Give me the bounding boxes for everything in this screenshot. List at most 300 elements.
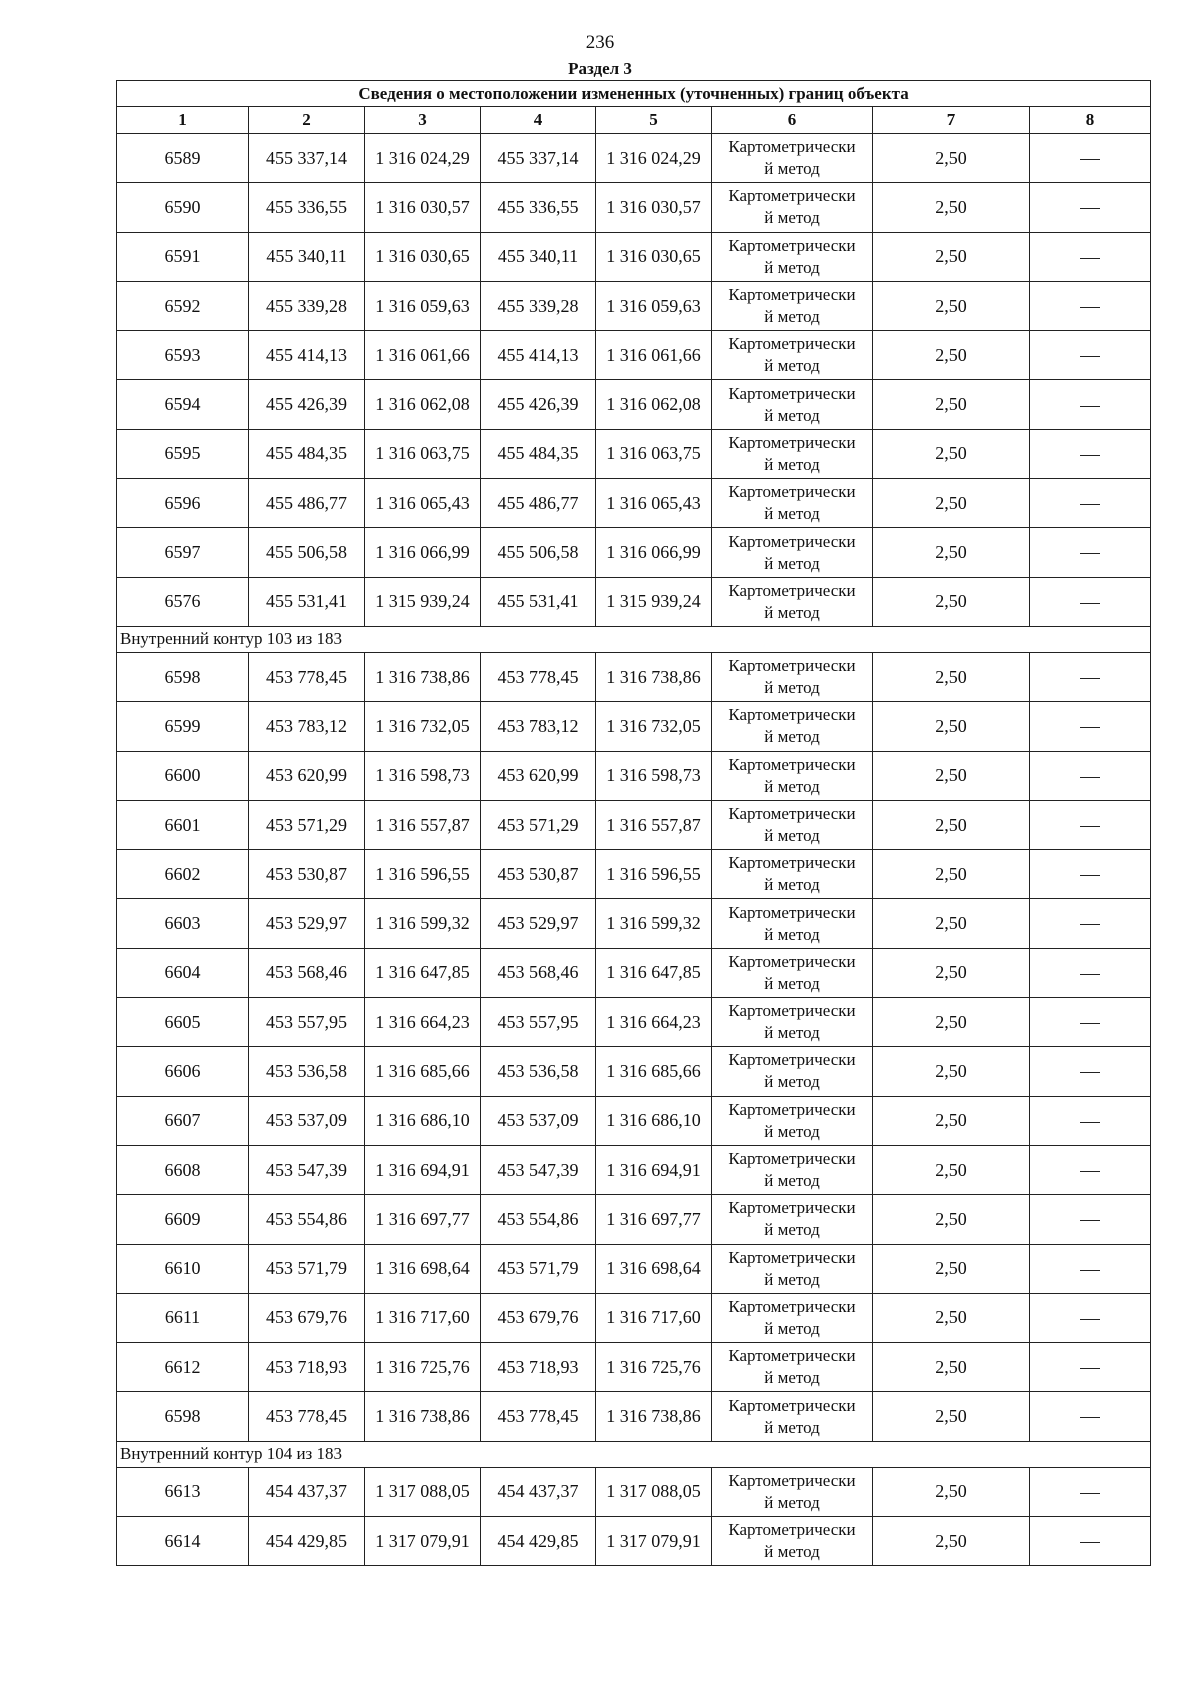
empty-dash-cell: [1030, 380, 1151, 429]
point-number-cell: 6604: [117, 948, 249, 997]
accuracy-cell: 2,50: [873, 1047, 1030, 1096]
y-existing-cell: 1 316 030,65: [365, 232, 481, 281]
accuracy-cell: 2,50: [873, 850, 1030, 899]
empty-dash-cell: [1030, 702, 1151, 751]
point-number-cell: 6599: [117, 702, 249, 751]
dash-mark: [1080, 1220, 1100, 1221]
x-existing-cell: 453 783,12: [249, 702, 365, 751]
point-number-cell: 6608: [117, 1145, 249, 1194]
x-new-cell: 453 783,12: [481, 702, 596, 751]
point-number-cell: 6614: [117, 1517, 249, 1566]
y-existing-cell: 1 316 647,85: [365, 948, 481, 997]
point-number-cell: 6596: [117, 479, 249, 528]
accuracy-cell: 2,50: [873, 1343, 1030, 1392]
empty-dash-cell: [1030, 1293, 1151, 1342]
y-existing-cell: 1 315 939,24: [365, 577, 481, 626]
point-number-cell: 6602: [117, 850, 249, 899]
method-line-1: Картометрически: [728, 482, 856, 502]
accuracy-cell: 2,50: [873, 948, 1030, 997]
x-existing-cell: 455 414,13: [249, 331, 365, 380]
accuracy-cell: 2,50: [873, 899, 1030, 948]
empty-dash-cell: [1030, 899, 1151, 948]
point-number-cell: 6594: [117, 380, 249, 429]
x-existing-cell: 453 571,79: [249, 1244, 365, 1293]
accuracy-cell: 2,50: [873, 998, 1030, 1047]
x-new-cell: 453 679,76: [481, 1293, 596, 1342]
method-cell: [712, 899, 873, 948]
y-new-cell: 1 315 939,24: [596, 577, 712, 626]
table-row: [117, 1392, 1151, 1441]
accuracy-cell: 2,50: [873, 232, 1030, 281]
accuracy-cell: 2,50: [873, 702, 1030, 751]
x-existing-cell: 453 571,29: [249, 800, 365, 849]
y-new-cell: 1 316 647,85: [596, 948, 712, 997]
y-existing-cell: 1 316 717,60: [365, 1293, 481, 1342]
method-line-1: Картометрически: [728, 1395, 856, 1415]
x-new-cell: 455 506,58: [481, 528, 596, 577]
x-existing-cell: 453 679,76: [249, 1293, 365, 1342]
x-existing-cell: 453 530,87: [249, 850, 365, 899]
table-caption-row: [117, 81, 1151, 107]
coordinates-table: [116, 80, 1151, 1566]
y-existing-cell: 1 316 686,10: [365, 1096, 481, 1145]
section-title: Раздел 3: [568, 59, 632, 78]
method-line-1: Картометрически: [728, 137, 856, 157]
page-number: 236: [585, 32, 615, 53]
empty-dash-cell: [1030, 948, 1151, 997]
dash-mark: [1080, 875, 1100, 876]
x-new-cell: 453 571,29: [481, 800, 596, 849]
dash-mark: [1080, 258, 1100, 259]
empty-dash-cell: [1030, 652, 1151, 701]
method-line-2: й метод: [764, 1318, 820, 1338]
dash-mark: [1080, 1368, 1100, 1369]
method-line-1: Картометрически: [728, 1247, 856, 1267]
accuracy-cell: 2,50: [873, 380, 1030, 429]
x-existing-cell: 454 429,85: [249, 1517, 365, 1566]
method-line-1: Картометрически: [728, 1149, 856, 1169]
dash-mark: [1080, 1542, 1100, 1543]
method-line-2: й метод: [764, 924, 820, 944]
accuracy-cell: 2,50: [873, 1467, 1030, 1516]
point-number-cell: 6606: [117, 1047, 249, 1096]
table-row: [117, 850, 1151, 899]
column-number-5: 5: [596, 107, 712, 134]
method-cell: [712, 429, 873, 478]
contour-header-row: [117, 1441, 1151, 1467]
y-new-cell: 1 316 599,32: [596, 899, 712, 948]
method-line-2: й метод: [764, 875, 820, 895]
method-cell: [712, 134, 873, 183]
method-line-1: Картометрически: [728, 1520, 856, 1540]
point-number-cell: 6591: [117, 232, 249, 281]
x-new-cell: 455 340,11: [481, 232, 596, 281]
y-existing-cell: 1 316 596,55: [365, 850, 481, 899]
method-line-2: й метод: [764, 1072, 820, 1092]
table-row: [117, 1145, 1151, 1194]
y-new-cell: 1 316 066,99: [596, 528, 712, 577]
method-line-1: Картометрически: [728, 531, 856, 551]
method-line-1: Картометрически: [728, 1050, 856, 1070]
method-line-2: й метод: [764, 678, 820, 698]
method-line-2: й метод: [764, 553, 820, 573]
x-existing-cell: 453 620,99: [249, 751, 365, 800]
y-existing-cell: 1 316 732,05: [365, 702, 481, 751]
accuracy-cell: 2,50: [873, 751, 1030, 800]
accuracy-cell: 2,50: [873, 1145, 1030, 1194]
accuracy-cell: 2,50: [873, 1244, 1030, 1293]
method-cell: [712, 1517, 873, 1566]
x-new-cell: 453 718,93: [481, 1343, 596, 1392]
y-new-cell: 1 317 079,91: [596, 1517, 712, 1566]
table-row: [117, 429, 1151, 478]
table-row: [117, 134, 1151, 183]
method-line-1: Картометрически: [728, 705, 856, 725]
point-number-cell: 6592: [117, 281, 249, 330]
method-cell: [712, 1467, 873, 1516]
method-line-1: Картометрически: [728, 1001, 856, 1021]
column-number-7: 7: [873, 107, 1030, 134]
method-cell: [712, 948, 873, 997]
table-row: [117, 702, 1151, 751]
y-existing-cell: 1 316 063,75: [365, 429, 481, 478]
y-existing-cell: 1 316 725,76: [365, 1343, 481, 1392]
table-caption: Сведения о местоположении измененных (уточненных) границ объекта: [117, 81, 1151, 107]
y-new-cell: 1 316 059,63: [596, 281, 712, 330]
y-existing-cell: 1 317 079,91: [365, 1517, 481, 1566]
table-row: [117, 577, 1151, 626]
method-line-1: Картометрически: [728, 334, 856, 354]
method-line-1: Картометрически: [728, 951, 856, 971]
y-new-cell: 1 316 024,29: [596, 134, 712, 183]
x-new-cell: 453 778,45: [481, 652, 596, 701]
point-number-cell: 6611: [117, 1293, 249, 1342]
column-number-2: 2: [249, 107, 365, 134]
x-new-cell: 453 778,45: [481, 1392, 596, 1441]
y-new-cell: 1 316 596,55: [596, 850, 712, 899]
y-new-cell: 1 316 732,05: [596, 702, 712, 751]
x-existing-cell: 455 337,14: [249, 134, 365, 183]
x-new-cell: 455 484,35: [481, 429, 596, 478]
method-line-2: й метод: [764, 454, 820, 474]
accuracy-cell: 2,50: [873, 331, 1030, 380]
y-existing-cell: 1 316 738,86: [365, 1392, 481, 1441]
y-new-cell: 1 316 030,57: [596, 183, 712, 232]
y-new-cell: 1 316 062,08: [596, 380, 712, 429]
method-line-1: Картометрически: [728, 1470, 856, 1490]
y-new-cell: 1 316 598,73: [596, 751, 712, 800]
x-existing-cell: 453 718,93: [249, 1343, 365, 1392]
accuracy-cell: 2,50: [873, 528, 1030, 577]
point-number-cell: 6598: [117, 652, 249, 701]
y-existing-cell: 1 316 698,64: [365, 1244, 481, 1293]
point-number-cell: 6597: [117, 528, 249, 577]
method-line-1: Картометрически: [728, 656, 856, 676]
table-row: [117, 380, 1151, 429]
point-number-cell: 6603: [117, 899, 249, 948]
method-cell: [712, 1096, 873, 1145]
empty-dash-cell: [1030, 331, 1151, 380]
point-number-cell: 6589: [117, 134, 249, 183]
dash-mark: [1080, 406, 1100, 407]
method-line-2: й метод: [764, 1269, 820, 1289]
empty-dash-cell: [1030, 281, 1151, 330]
x-new-cell: 453 537,09: [481, 1096, 596, 1145]
table-row: [117, 281, 1151, 330]
accuracy-cell: 2,50: [873, 134, 1030, 183]
dash-mark: [1080, 307, 1100, 308]
x-new-cell: 453 557,95: [481, 998, 596, 1047]
method-cell: [712, 1293, 873, 1342]
method-cell: [712, 850, 873, 899]
dash-mark: [1080, 826, 1100, 827]
y-existing-cell: 1 316 059,63: [365, 281, 481, 330]
method-line-2: й метод: [764, 826, 820, 845]
table-row: [117, 1096, 1151, 1145]
column-number-1: 1: [117, 107, 249, 134]
accuracy-cell: 2,50: [873, 281, 1030, 330]
x-existing-cell: 453 568,46: [249, 948, 365, 997]
method-cell: [712, 281, 873, 330]
y-existing-cell: 1 316 066,99: [365, 528, 481, 577]
point-number-cell: 6595: [117, 429, 249, 478]
method-cell: [712, 1392, 873, 1441]
x-new-cell: 453 536,58: [481, 1047, 596, 1096]
method-line-2: й метод: [764, 727, 820, 747]
empty-dash-cell: [1030, 1517, 1151, 1566]
point-number-cell: 6605: [117, 998, 249, 1047]
dash-mark: [1080, 1171, 1100, 1172]
dash-mark: [1080, 455, 1100, 456]
method-line-2: й метод: [764, 307, 820, 327]
table-row: [117, 1293, 1151, 1342]
method-line-2: й метод: [764, 1542, 820, 1562]
point-number-cell: 6612: [117, 1343, 249, 1392]
method-cell: [712, 751, 873, 800]
empty-dash-cell: [1030, 1195, 1151, 1244]
empty-dash-cell: [1030, 998, 1151, 1047]
x-new-cell: 453 620,99: [481, 751, 596, 800]
empty-dash-cell: [1030, 528, 1151, 577]
dash-mark: [1080, 603, 1100, 604]
point-number-cell: 6607: [117, 1096, 249, 1145]
empty-dash-cell: [1030, 1392, 1151, 1441]
y-new-cell: 1 316 694,91: [596, 1145, 712, 1194]
table-row: [117, 751, 1151, 800]
method-line-2: й метод: [764, 1492, 820, 1512]
table-row: [117, 1343, 1151, 1392]
x-new-cell: 453 571,79: [481, 1244, 596, 1293]
x-new-cell: 455 336,55: [481, 183, 596, 232]
y-existing-cell: 1 316 557,87: [365, 800, 481, 849]
table-row: [117, 232, 1151, 281]
method-line-2: й метод: [764, 504, 820, 524]
method-line-1: Картометрически: [728, 1099, 856, 1119]
x-existing-cell: 453 529,97: [249, 899, 365, 948]
table-row: [117, 1195, 1151, 1244]
dash-mark: [1080, 974, 1100, 975]
method-cell: [712, 998, 873, 1047]
y-new-cell: 1 316 717,60: [596, 1293, 712, 1342]
table-row: [117, 1467, 1151, 1516]
x-new-cell: 455 486,77: [481, 479, 596, 528]
x-existing-cell: 453 778,45: [249, 652, 365, 701]
x-existing-cell: 454 437,37: [249, 1467, 365, 1516]
method-cell: [712, 380, 873, 429]
method-line-2: й метод: [764, 356, 820, 376]
point-number-cell: 6601: [117, 800, 249, 849]
empty-dash-cell: [1030, 850, 1151, 899]
method-line-1: Картометрически: [728, 285, 856, 305]
dash-mark: [1080, 727, 1100, 728]
x-new-cell: 454 429,85: [481, 1517, 596, 1566]
y-new-cell: 1 316 065,43: [596, 479, 712, 528]
x-existing-cell: 455 340,11: [249, 232, 365, 281]
x-existing-cell: 455 339,28: [249, 281, 365, 330]
dash-mark: [1080, 1270, 1100, 1271]
empty-dash-cell: [1030, 1343, 1151, 1392]
empty-dash-cell: [1030, 1096, 1151, 1145]
point-number-cell: 6600: [117, 751, 249, 800]
dash-mark: [1080, 1493, 1100, 1494]
column-number-4: 4: [481, 107, 596, 134]
contour-header-row: [117, 626, 1151, 652]
y-existing-cell: 1 316 061,66: [365, 331, 481, 380]
method-line-2: й метод: [764, 1171, 820, 1191]
point-number-cell: 6613: [117, 1467, 249, 1516]
x-new-cell: 455 337,14: [481, 134, 596, 183]
x-existing-cell: 455 506,58: [249, 528, 365, 577]
method-line-1: Картометрически: [728, 580, 856, 600]
point-number-cell: 6576: [117, 577, 249, 626]
column-number-6: 6: [712, 107, 873, 134]
method-cell: [712, 1343, 873, 1392]
table-row: [117, 1517, 1151, 1566]
column-numbers-row: [117, 107, 1151, 134]
x-existing-cell: 453 537,09: [249, 1096, 365, 1145]
x-existing-cell: 453 547,39: [249, 1145, 365, 1194]
accuracy-cell: 2,50: [873, 1392, 1030, 1441]
x-new-cell: 455 414,13: [481, 331, 596, 380]
table-row: [117, 528, 1151, 577]
method-line-1: Картометрически: [728, 186, 856, 206]
x-new-cell: 453 554,86: [481, 1195, 596, 1244]
accuracy-cell: 2,50: [873, 1195, 1030, 1244]
method-line-1: Картометрически: [728, 754, 856, 774]
method-cell: [712, 577, 873, 626]
method-line-1: Картометрически: [728, 1296, 856, 1316]
accuracy-cell: 2,50: [873, 1517, 1030, 1566]
empty-dash-cell: [1030, 577, 1151, 626]
point-number-cell: 6610: [117, 1244, 249, 1293]
y-existing-cell: 1 316 065,43: [365, 479, 481, 528]
method-line-2: й метод: [764, 1417, 820, 1437]
x-existing-cell: 455 336,55: [249, 183, 365, 232]
table-row: [117, 1047, 1151, 1096]
y-new-cell: 1 316 061,66: [596, 331, 712, 380]
accuracy-cell: 2,50: [873, 429, 1030, 478]
table-row: [117, 479, 1151, 528]
table-body: [117, 134, 1151, 1566]
y-existing-cell: 1 316 664,23: [365, 998, 481, 1047]
empty-dash-cell: [1030, 429, 1151, 478]
method-line-1: Картометрически: [728, 1198, 856, 1218]
y-existing-cell: 1 316 030,57: [365, 183, 481, 232]
accuracy-cell: 2,50: [873, 800, 1030, 849]
method-cell: [712, 1145, 873, 1194]
x-existing-cell: 455 486,77: [249, 479, 365, 528]
dash-mark: [1080, 1072, 1100, 1073]
y-existing-cell: 1 316 599,32: [365, 899, 481, 948]
method-cell: [712, 528, 873, 577]
dash-mark: [1080, 924, 1100, 925]
dash-mark: [1080, 777, 1100, 778]
method-line-2: й метод: [764, 405, 820, 425]
empty-dash-cell: [1030, 183, 1151, 232]
method-cell: [712, 800, 873, 849]
dash-mark: [1080, 356, 1100, 357]
method-cell: [712, 232, 873, 281]
method-cell: [712, 1047, 873, 1096]
x-new-cell: 453 529,97: [481, 899, 596, 948]
table-row: [117, 331, 1151, 380]
empty-dash-cell: [1030, 134, 1151, 183]
y-existing-cell: 1 316 598,73: [365, 751, 481, 800]
y-new-cell: 1 316 664,23: [596, 998, 712, 1047]
method-line-2: й метод: [764, 1220, 820, 1240]
x-existing-cell: 453 554,86: [249, 1195, 365, 1244]
y-existing-cell: 1 316 738,86: [365, 652, 481, 701]
x-existing-cell: 455 531,41: [249, 577, 365, 626]
method-line-1: Картометрически: [728, 235, 856, 255]
x-new-cell: 455 339,28: [481, 281, 596, 330]
table-row: [117, 948, 1151, 997]
contour-label: Внутренний контур 104 из 183: [117, 1441, 1151, 1467]
y-new-cell: 1 316 697,77: [596, 1195, 712, 1244]
accuracy-cell: 2,50: [873, 479, 1030, 528]
y-new-cell: 1 317 088,05: [596, 1467, 712, 1516]
x-existing-cell: 453 536,58: [249, 1047, 365, 1096]
contour-label: Внутренний контур 103 из 183: [117, 626, 1151, 652]
point-number-cell: 6590: [117, 183, 249, 232]
empty-dash-cell: [1030, 800, 1151, 849]
column-number-8: 8: [1030, 107, 1151, 134]
dash-mark: [1080, 1417, 1100, 1418]
y-new-cell: 1 316 685,66: [596, 1047, 712, 1096]
accuracy-cell: 2,50: [873, 652, 1030, 701]
method-line-2: й метод: [764, 257, 820, 277]
x-new-cell: 453 530,87: [481, 850, 596, 899]
accuracy-cell: 2,50: [873, 1096, 1030, 1145]
y-new-cell: 1 316 063,75: [596, 429, 712, 478]
empty-dash-cell: [1030, 751, 1151, 800]
x-new-cell: 454 437,37: [481, 1467, 596, 1516]
column-number-3: 3: [365, 107, 481, 134]
table-row: [117, 998, 1151, 1047]
method-line-1: Картометрически: [728, 383, 856, 403]
method-line-1: Картометрически: [728, 902, 856, 922]
method-line-2: й метод: [764, 1121, 820, 1141]
y-new-cell: 1 316 698,64: [596, 1244, 712, 1293]
method-line-2: й метод: [764, 973, 820, 993]
table-row: [117, 652, 1151, 701]
method-line-2: й метод: [764, 159, 820, 179]
method-cell: [712, 702, 873, 751]
dash-mark: [1080, 1023, 1100, 1024]
empty-dash-cell: [1030, 1467, 1151, 1516]
method-line-1: Картометрически: [728, 853, 856, 873]
empty-dash-cell: [1030, 479, 1151, 528]
